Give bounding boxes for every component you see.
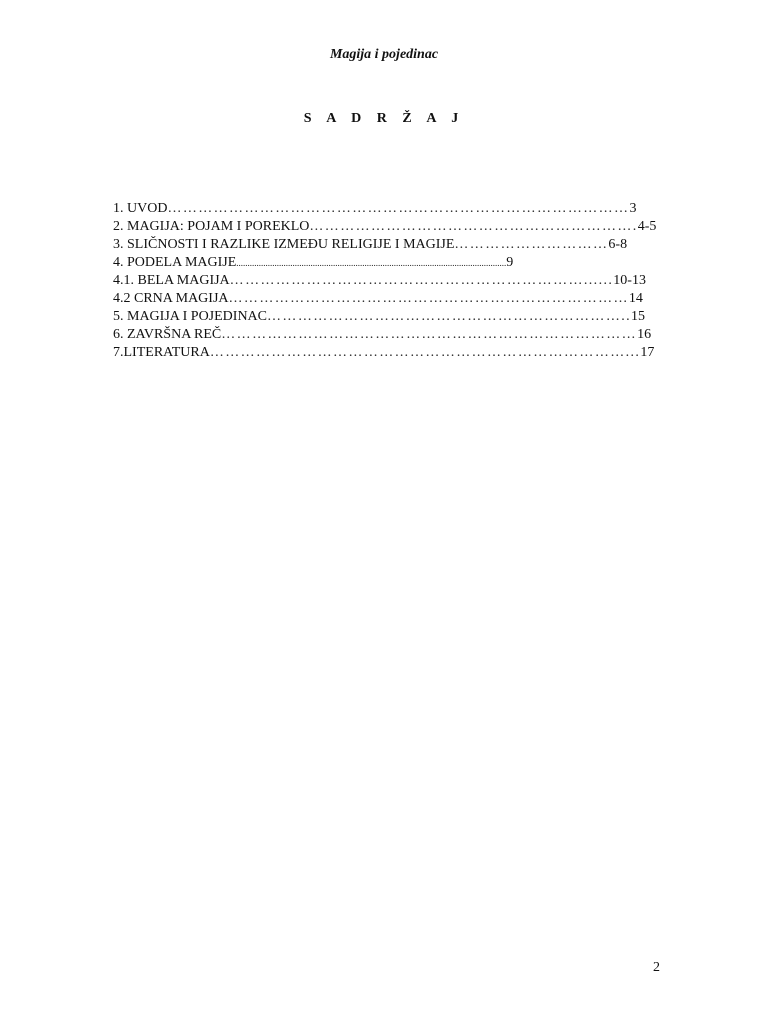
toc-entry [113,308,673,326]
toc-entry-page: 10-13 [613,273,646,288]
toc-entry [113,218,673,236]
toc-entry-leader: …………………………………………………………………… [228,291,629,306]
toc-entry-leader: ........................................................................................................................ [236,258,507,268]
toc-title: S A D R Ž A J [303,111,465,126]
toc-entry [113,272,673,290]
toc-entry [113,200,673,218]
toc-entry-leader: ……………………………………………………………...... [229,273,614,288]
toc-entry-leader: ………………………………………………………. [309,219,638,234]
toc-entry [113,236,673,254]
toc-entry-label: 2. MAGIJA: POJAM I POREKLO [113,219,310,234]
toc-entry-leader: ………………………………………………………………………... [209,345,641,360]
table-of-contents [113,200,673,362]
toc-entry-label: 6. ZAVRŠNA REČ [113,327,222,342]
toc-entry-page: 17 [640,345,655,360]
running-header: Magija i pojedinac [329,47,439,62]
toc-entry-label: 4.2 CRNA MAGIJA [113,291,229,306]
toc-entry-label: 5. MAGIJA I POJEDINAC [113,309,268,324]
page-number: 2 [653,960,660,975]
toc-entry-leader: ………………………… [454,237,609,252]
toc-entry [113,254,673,272]
toc-entry-page: 4-5 [637,219,657,234]
toc-entry-label: 3. SLIČNOSTI I RAZLIKE IZMEĐU RELIGIJE I MAGIJE [113,237,455,252]
toc-entry [113,290,673,308]
toc-entry-page: 3 [629,201,637,216]
toc-entry-label: 4. PODELA MAGIJE [113,255,237,270]
toc-entry-label: 4.1. BELA MAGIJA [113,273,230,288]
toc-entry-leader: …………………………………………………………….. [267,309,632,324]
toc-entry-leader: ……………………………………………………………………………… [167,201,630,216]
toc-entry [113,344,673,362]
toc-entry-page: 16 [637,327,652,342]
toc-entry-leader: ……………………………………………………………………… [221,327,638,342]
toc-entry-page: 9 [506,255,514,270]
toc-entry-page: 14 [628,291,643,306]
toc-entry-label: 1. UVOD [113,201,168,216]
toc-entry-label: 7.LITERATURA [113,345,210,360]
toc-entry-page: 6-8 [608,237,628,252]
toc-entry-page: 15 [631,309,646,324]
toc-entry [113,326,673,344]
